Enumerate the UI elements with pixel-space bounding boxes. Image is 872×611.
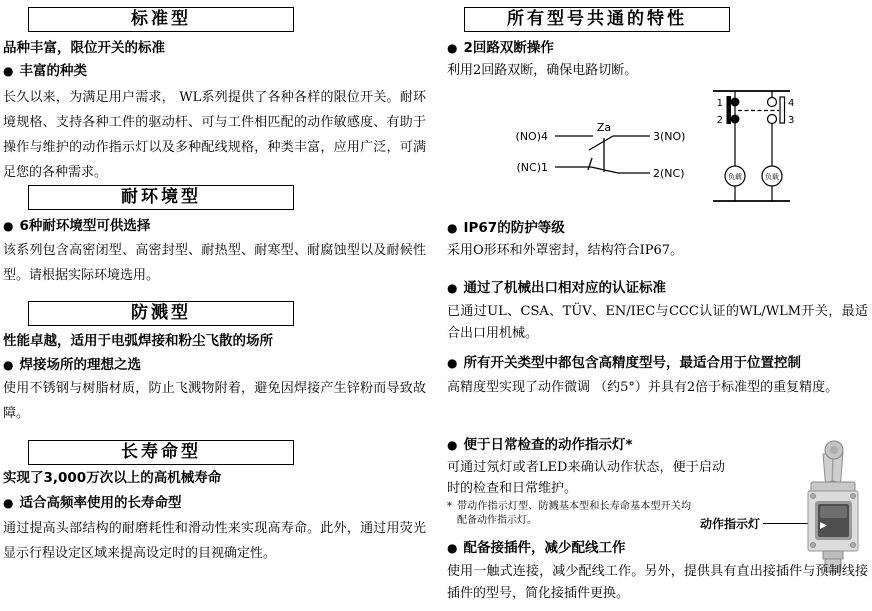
feature-title-double-break	[447, 41, 554, 56]
body-paragraph-double-break: 利用2回路双断，确保电路切断。	[447, 63, 638, 78]
bullet-icon: ●	[447, 221, 458, 235]
section-header-environment: 耐环境型	[121, 187, 201, 207]
limit-switch-photo	[795, 438, 870, 578]
terminal-label-3no: 3(NO)	[653, 130, 686, 143]
feature-title-text: 焊接场所的理想之选	[19, 357, 141, 373]
feature-title-text: 通过了机械出口相对应的认证标准	[463, 280, 666, 296]
load-label: 负载	[728, 173, 742, 181]
feature-title-precision	[447, 356, 801, 371]
feature-title-text: 6种耐环境型可供选择	[19, 218, 151, 234]
feature-title-connector	[447, 541, 625, 556]
terminal-label-2nc: 2(NC)	[653, 167, 685, 180]
footnote-star: *	[447, 501, 452, 512]
feature-title-text: 丰富的种类	[19, 63, 87, 79]
terminal-number-3: 3	[788, 115, 795, 126]
section-header-longlife: 长寿命型	[121, 442, 201, 462]
left-column	[3, 0, 426, 611]
lead-text-standard: 品种丰富，限位开关的标准	[3, 40, 165, 56]
bullet-icon: ●	[3, 64, 14, 78]
section-header-box-common	[464, 7, 730, 32]
feature-title-text: 配备接插件，减少配线工作	[463, 540, 626, 556]
section-header-box-longlife	[28, 440, 294, 465]
closed-contact-bar	[727, 96, 732, 124]
terminal-label-no4: (NO)4	[515, 130, 548, 143]
bullet-icon: ●	[447, 541, 458, 555]
lead-text-longlife: 实现了3,000万次以上的高机械寿命	[3, 470, 222, 486]
switch-symbol	[555, 136, 650, 173]
za-label: Za	[596, 121, 612, 134]
bullet-icon: ●	[447, 41, 458, 55]
feature-title-text: 适合高频率使用的长寿命型	[19, 495, 182, 511]
contact-terminal-1	[731, 98, 740, 107]
feature-title-text: 2回路双断操作	[463, 40, 554, 56]
section-header-box-splash	[28, 301, 294, 326]
section-header-standard: 标准型	[131, 9, 191, 29]
body-paragraph-splash: 使用不锈钢与树脂材质，防止飞溅物附着，避免因焊接产生锌粉而导致故障。	[3, 381, 426, 421]
circuit-diagram	[450, 88, 870, 213]
body-paragraph-environment: 该系列包含高密闭型、高密封型、耐热型、耐寒型、耐腐蚀型以及耐候性型。请根据实际环境选用。	[3, 243, 426, 283]
feature-title-text: IP67的防护等级	[463, 220, 565, 236]
body-paragraph-certification: 已通过UL、CSA、TÜV、EN/IEC与CCC认证的WL/WLM开关，最适合出口用机械。	[447, 304, 868, 341]
body-paragraph-longlife: 通过提高头部结构的耐磨耗性和滑动性来实现高寿命。此外，通过用荧光显示行程设定区域来提高设定时的目视确定性。	[3, 521, 426, 561]
indicator-label: 动作指示灯	[700, 517, 761, 531]
feature-title-indicator	[447, 438, 633, 453]
indicator-window	[815, 501, 852, 540]
terminal-label-nc1: (NC)1	[516, 161, 548, 174]
feature-title-standard	[3, 64, 87, 79]
bullet-icon: ●	[447, 356, 458, 370]
footnote-text: 带动作指示灯型、防溅基本型和长寿命基本型开关均配备动作指示灯。	[457, 501, 691, 526]
section-header-splash: 防溅型	[131, 303, 191, 323]
contact-block-rails	[713, 91, 790, 201]
feature-title-environment	[3, 219, 150, 234]
bullet-icon: ●	[447, 438, 458, 452]
load-label: 负载	[765, 173, 779, 181]
bullet-icon: ●	[447, 281, 458, 295]
section-header-box-standard	[28, 7, 294, 32]
terminal-number-4: 4	[788, 98, 795, 109]
body-paragraph-connector: 使用一触式连接，减少配线工作。另外，提供具有直出接插件与预制线接插件的型号，简化接插件更换。	[447, 564, 868, 601]
bullet-icon: ●	[3, 496, 14, 510]
feature-title-ip67	[447, 221, 565, 236]
feature-title-splash	[3, 358, 141, 373]
right-column	[447, 0, 872, 611]
open-contact-bar	[780, 97, 785, 123]
body-paragraph-standard: 长久以来，为满足用户需求， WL系列提供了各种各样的限位开关。耐环境规格、支持各种工件的驱动杆、可与工件相匹配的动作敏感度、有助于操作与维护的动作指示灯以及多种配线规格，种类丰富，应用广泛，可满足您的各种需求。	[3, 90, 426, 180]
contact-terminal-2	[731, 115, 740, 124]
lead-text-splash: 性能卓越，适用于电弧焊接和粉尘飞散的场所	[3, 333, 273, 349]
section-header-box-environment	[28, 185, 294, 210]
feature-title-text: 所有开关类型中都包含高精度型号，最适合用于位置控制	[463, 355, 801, 371]
footnote	[447, 500, 691, 528]
feature-title-longlife	[3, 496, 181, 511]
body-paragraph-indicator: 可通过氖灯或者LED来确认动作状态，便于启动时的检查和日常维护。	[447, 460, 725, 496]
feature-title-text: 便于日常检查的动作指示灯*	[463, 437, 633, 453]
terminal-number-1: 1	[716, 98, 723, 109]
body-paragraph-ip67: 采用O形环和外罩密封，结构符合IP67。	[447, 243, 684, 258]
feature-title-certification	[447, 281, 666, 296]
section-header-common: 所有型号共通的特性	[507, 9, 687, 29]
terminal-number-2: 2	[716, 115, 723, 126]
body-paragraph-precision: 高精度型实现了动作微调 （约5°）并具有2倍于标准型的重复精度。	[447, 380, 839, 395]
bullet-icon: ●	[3, 358, 14, 372]
bullet-icon: ●	[3, 219, 14, 233]
contact-terminal-4	[768, 98, 777, 107]
contact-terminal-3	[768, 115, 777, 124]
